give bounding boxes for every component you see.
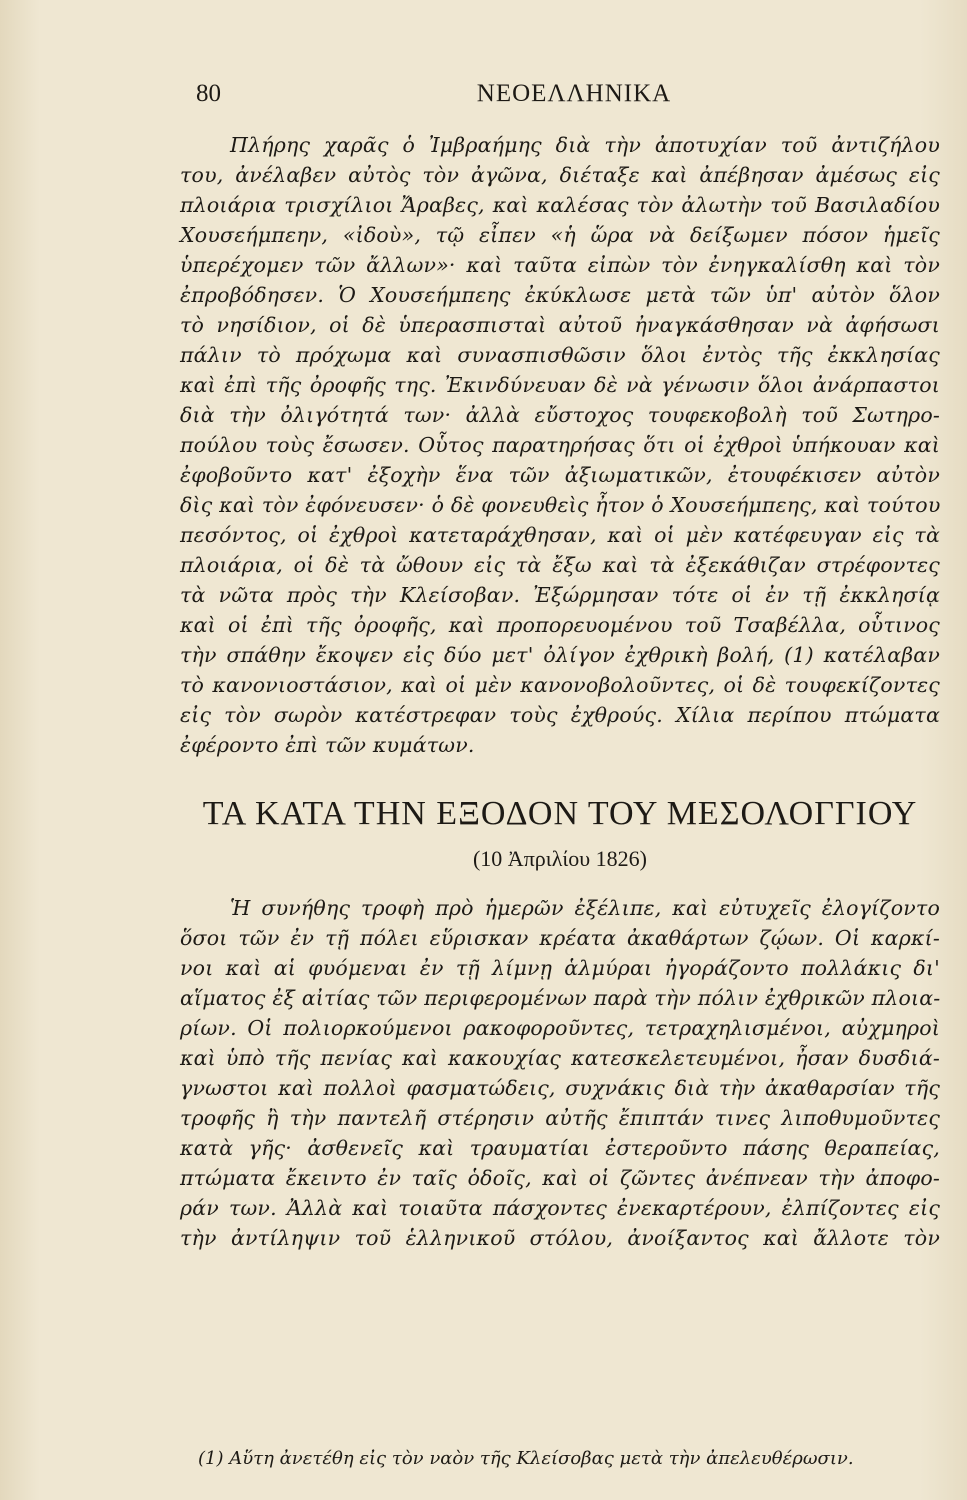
text-line: ἐφέροντο ἐπὶ τῶν κυμάτων. [180, 733, 475, 757]
text-line: τὴν ἀντίληψιν τοῦ ἑλληνικοῦ στόλου, ἀνοίξαντος καὶ ἄλλοτε τὸν [180, 1226, 940, 1250]
text-line: ὅσοι τῶν ἐν τῇ πόλει εὕρισκαν κρέατα ἀκαθάρτων ζῴων. Οἱ καρκί- [180, 926, 940, 950]
text-line: ἐφοβοῦντο κατ' ἐξοχὴν ἕνα τῶν ἀξιωματικῶν, ἐτουφέκισεν αὐτὸν [180, 463, 940, 487]
text-line: Πλήρης χαρᾶς ὁ Ἰμβραήμης διὰ τὴν ἀποτυχίαν τοῦ ἀντιζήλου [230, 133, 940, 157]
text-line: τὰ νῶτα πρὸς τὴν Κλείσοβαν. Ἐξώρμησαν τότε οἱ ἐν τῇ ἐκκλησίᾳ [180, 583, 940, 607]
text-line: ἐπροβόδησεν. Ὁ Χουσεήμπεης ἐκύκλωσε μετὰ τῶν ὑπ' αὐτὸν ὅλον [180, 283, 940, 307]
text-line: ρίων. Οἱ πολιορκούμενοι ρακοφοροῦντες, τετραχηλισμένοι, αὐχμηροὶ [180, 1016, 940, 1040]
page-number: 80 [196, 80, 221, 107]
text-line: του, ἀνέλαβεν αὐτὸς τὸν ἀγῶνα, διέταξε καὶ ἀπέβησαν ἀμέσως εἰς [180, 163, 940, 187]
text-line: διὰ τὴν ὀλιγότητά των· ἀλλὰ εὔστοχος τουφεκοβολὴ τοῦ Σωτηρο- [180, 403, 940, 427]
text-line: νοι καὶ αἱ φυόμεναι ἐν τῇ λίμνῃ ἁλμύραι ἠγοράζοντο πολλάκις δι' [180, 956, 940, 980]
text-line: τὸ κανονιοστάσιον, καὶ οἱ μὲν κανονοβολοῦντες, οἱ δὲ τουφεκίζοντες [180, 673, 940, 697]
text-line: πεσόντος, οἱ ἐχθροὶ κατεταράχθησαν, καὶ οἱ μὲν κατέφευγαν εἰς τὰ [180, 523, 940, 547]
text-line: ράν των. Ἀλλὰ καὶ τοιαῦτα πάσχοντες ἐνεκαρτέρουν, ἐλπίζοντες εἰς [180, 1196, 940, 1220]
text-line: τὸ νησίδιον, οἱ δὲ ὑπερασπισταὶ αὐτοῦ ἠναγκάσθησαν νὰ ἀφήσωσι [180, 313, 940, 337]
text-line: ὑπερέχομεν τῶν ἄλλων»· καὶ ταῦτα εἰπὼν τὸν ἐνηγκαλίσθη καὶ τὸν [180, 253, 940, 277]
text-line: Ἡ συνήθης τροφὴ πρὸ ἡμερῶν ἐξέλιπε, καὶ εὐτυχεῖς ἐλογίζοντο [230, 896, 940, 920]
text-line: τὴν σπάθην ἔκοψεν εἰς δύο μετ' ὀλίγον ἐχθρικὴ βολή, (1) κατέλαβαν [180, 643, 940, 667]
text-line: πλοιάρια, οἱ δὲ τὰ ὤθουν εἰς τὰ ἔξω καὶ τὰ ἐξεκάθιζαν στρέφοντες [180, 553, 940, 577]
text-line: Χουσεήμπεην, «ἰδοὺ», τῷ εἶπεν «ἡ ὥρα νὰ δείξωμεν πόσον ἡμεῖς [180, 223, 940, 247]
text-line: πούλου τοὺς ἔσωσεν. Οὗτος παρατηρήσας ὅτι οἱ ἐχθροὶ ὑπήκουαν καὶ [180, 433, 940, 457]
text-line: τροφῆς ἢ τὴν παντελῆ στέρησιν αὐτῆς ἔπιπτάν τινες λιποθυμοῦντες [180, 1106, 940, 1130]
text-line: καὶ ἐπὶ τῆς ὀροφῆς της. Ἐκινδύνευαν δὲ νὰ γένωσιν ὅλοι ἀνάρπαστοι [180, 373, 940, 397]
text-line: δὶς καὶ τὸν ἐφόνευσεν· ὁ δὲ φονευθεὶς ἦτον ὁ Χουσεήμπεης, καὶ τούτου [180, 493, 941, 517]
text-line: πλοιάρια τρισχίλιοι Ἄραβες, καὶ καλέσας τὸν ἀλωτὴν τοῦ Βασιλαδίου [180, 193, 940, 217]
running-head: ΝΕΟΕΛΛΗΝΙΚΑ [476, 80, 672, 107]
section-date: (10 Ἀπριλίου 1826) [472, 846, 648, 871]
section-title: ΤΑ ΚΑΤΑ ΤΗΝ ΕΞΟΔΟΝ ΤΟΥ ΜΕΣΟΛΟΓΓΙΟΥ [202, 795, 918, 832]
page-header [196, 80, 952, 120]
footnote: (1) Αὕτη ἀνετέθη εἰς τὸν ναὸν τῆς Κλείσοβας μετὰ τὴν ἀπελευθέρωσιν. [198, 1448, 854, 1469]
text-line: πτώματα ἔκειντο ἐν ταῖς ὁδοῖς, καὶ οἱ ζῶντες ἀνέπνεαν τὴν ἀποφο- [180, 1166, 940, 1190]
text-line: γνωστοι καὶ πολλοὶ φασματώδεις, συχνάκις διὰ τὴν ἀκαθαρσίαν τῆς [180, 1076, 940, 1100]
text-line: αἵματος ἐξ αἰτίας τῶν περιφερομένων παρὰ τὴν πόλιν ἐχθρικῶν πλοια- [180, 986, 941, 1010]
text-line: εἰς τὸν σωρὸν κατέστρεφαν τοὺς ἐχθρούς. Χίλια περίπου πτώματα [180, 703, 940, 727]
text-line: κατὰ γῆς· ἀσθενεῖς καὶ τραυματίαι ἐστεροῦντο πάσης θεραπείας, [180, 1136, 940, 1160]
text-line: καὶ οἱ ἐπὶ τῆς ὀροφῆς, καὶ προπορευομένου τοῦ Τσαβέλλα, οὗτινος [180, 613, 940, 637]
text-line: καὶ ὑπὸ τῆς πενίας καὶ κακουχίας κατεσκελετευμένοι, ἦσαν δυσδιά- [180, 1046, 940, 1070]
text-line: πάλιν τὸ πρόχωμα καὶ συνασπισθῶσιν ὅλοι ἐντὸς τῆς ἐκκλησίας [180, 343, 940, 367]
